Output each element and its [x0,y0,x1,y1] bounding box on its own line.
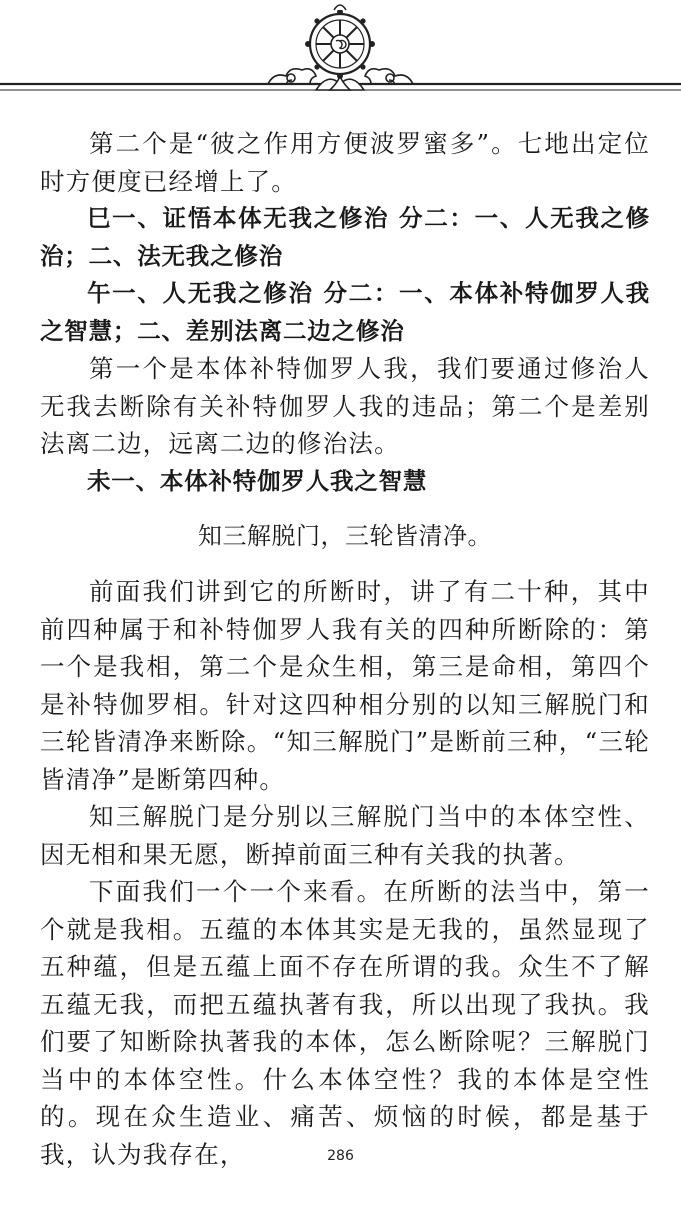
paragraph-3: 前面我们讲到它的所断时，讲了有二十种，其中前四种属于和补特伽罗人我有关的四种所断除的：第一个是我相，第二个是众生相，第三是命相，第四个是补特伽罗相。针对这四种相分别的以知三解脱门和三轮皆清净来断除。“知三解脱门”是断前三种，“三轮皆清净”是断第四种。 [40,577,650,794]
page-body [40,125,650,1173]
paragraph-4: 知三解脱门是分别以三解脱门当中的本体空性、因无相和果无愿，断掉前面三种有关我的执著。 [40,802,650,869]
section-heading-wei-1: 未一、本体补特伽罗人我之智慧 [87,466,428,495]
root-verse: 知三解脱门，三轮皆清净。 [198,522,492,550]
paragraph-1: 第二个是“彼之作用方便波罗蜜多”。七地出定位时方便度已经增上了。 [40,129,650,196]
paragraph-5: 下面我们一个一个来看。在所断的法当中，第一个就是我相。五蕴的本体其实是无我的，虽然显现了五种蕴，但是五蕴上面不存在所谓的我。众生不了解五蕴无我，而把五蕴执著有我，所以出现了我执。我们要了知断除执著我的本体，怎么断除呢？三解脱门当中的本体空性。什么本体空性？我的本体是空性的。现在众生造业、痛苦、烦恼的时候，都是基于我，认为我存在， [40,877,650,1169]
page-number: 286 [327,1148,354,1164]
section-heading-wu-1: 午一、人无我之修治 分二：一、本体补特伽罗人我之智慧；二、差别法离二边之修治 [40,279,650,345]
paragraph-2: 第一个是本体补特伽罗人我，我们要通过修治人无我去断除有关补特伽罗人我的违品；第二个是差别法离二边，远离二边的修治法。 [40,354,650,458]
dharma-wheel-ornament-icon [0,0,681,110]
section-heading-si-1: 巳一、证悟本体无我之修治 分二：一、人无我之修治；二、法无我之修治 [40,204,650,270]
